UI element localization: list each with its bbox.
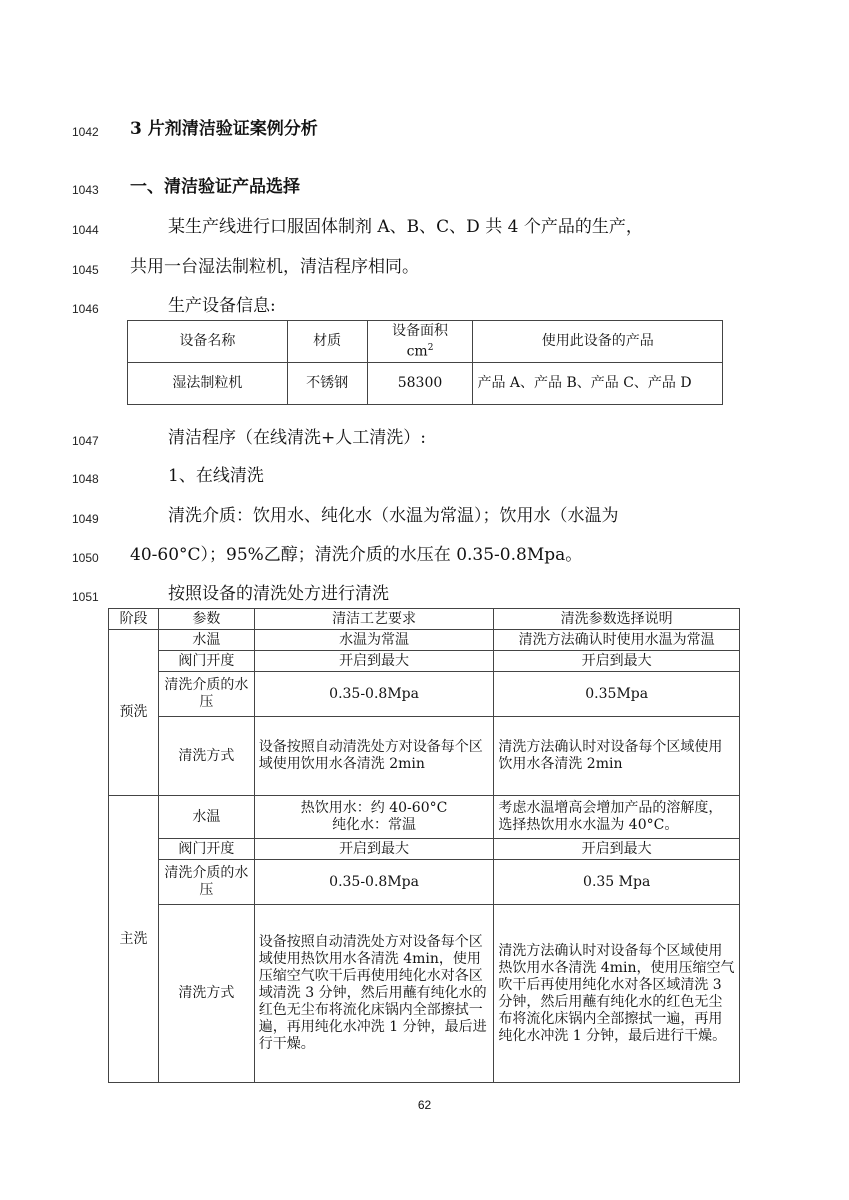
line-number: 1049 bbox=[72, 512, 99, 526]
line-number: 1051 bbox=[72, 590, 99, 604]
line-number: 1047 bbox=[72, 434, 99, 448]
paragraph-line: 清洗介质：饮用水、纯化水（水温为常温）；饮用水（水温为 bbox=[168, 506, 619, 526]
table-cell: 开启到最大 bbox=[254, 651, 494, 672]
header-cell: 设备面积 $cm^2$ bbox=[367, 321, 473, 363]
line-number: 1050 bbox=[72, 551, 99, 565]
header-cell: 使用此设备的产品 bbox=[473, 321, 723, 363]
header-cell: 设备名称 bbox=[128, 321, 288, 363]
table-cell: 水温为常温 bbox=[254, 630, 494, 651]
param-cell: 清洗方式 bbox=[158, 717, 254, 796]
param-cell: 清洗方式 bbox=[158, 905, 254, 1083]
line-number: 1043 bbox=[72, 183, 99, 197]
table-cell: 开启到最大 bbox=[494, 839, 740, 860]
subsection-title: 一、清洁验证产品选择 bbox=[130, 177, 300, 197]
paragraph-line: 某生产线进行口服固体制剂 A、B、C、D 共 4 个产品的生产， bbox=[168, 217, 643, 237]
table-cell: 热饮用水：约 40-60°C 纯化水：常温 bbox=[254, 796, 494, 839]
table-cell: 清洗方法确认时对设备每个区域使用热饮用水各清洗 4min，使用压缩空气吹干后再使用纯化水对各区域清洗 3 分钟，然后用蘸有纯化水的红色无尘布将流化床锅内全部擦拭一遍，再用纯化水冲洗 1 分钟，最后进行干燥。 bbox=[494, 905, 740, 1083]
paragraph-line: 共用一台湿法制粒机，清洁程序相同。 bbox=[130, 257, 419, 277]
header-cell: 清洁工艺要求 bbox=[254, 609, 494, 630]
table-cell: 开启到最大 bbox=[494, 651, 740, 672]
param-cell: 阀门开度 bbox=[158, 651, 254, 672]
header-cell: 清洗参数选择说明 bbox=[494, 609, 740, 630]
param-cell: 水温 bbox=[158, 630, 254, 651]
section-title: 3 片剂清洁验证案例分析 bbox=[130, 119, 318, 139]
table-cell: 设备按照自动清洗处方对设备每个区域使用热饮用水各清洗 4min，使用压缩空气吹干后再使用纯化水对各区域清洗 3 分钟，然后用蘸有纯化水的红色无尘布将流化床锅内全部擦拭一遍，再用纯化水冲洗 1 分钟，最后进行干燥。 bbox=[254, 905, 494, 1083]
cleaning-process-table bbox=[108, 608, 740, 1083]
table-cell: 考虑水温增高会增加产品的溶解度，选择热饮用水水温为 40°C。 bbox=[494, 796, 740, 839]
paragraph-line: 40-60°C）；95%乙醇；清洗介质的水压在 0.35-0.8Mpa。 bbox=[130, 545, 583, 565]
param-cell: 清洗介质的水压 bbox=[158, 672, 254, 717]
table-cell: 不锈钢 bbox=[287, 363, 367, 405]
equipment-table bbox=[127, 320, 723, 405]
stage-cell: 主洗 bbox=[109, 796, 159, 1083]
table-cell: 0.35 Mpa bbox=[494, 860, 740, 905]
paragraph-line: 1、在线清洗 bbox=[168, 466, 264, 486]
line-number: 1046 bbox=[72, 302, 99, 316]
table-cell: 0.35-0.8Mpa bbox=[254, 860, 494, 905]
paragraph-line: 按照设备的清洗处方进行清洗 bbox=[168, 584, 389, 604]
table-cell: 0.35Mpa bbox=[494, 672, 740, 717]
table-cell: 58300 bbox=[367, 363, 473, 405]
stage-cell: 预洗 bbox=[109, 630, 159, 796]
header-cell: 参数 bbox=[158, 609, 254, 630]
table-cell: 清洗方法确认时使用水温为常温 bbox=[494, 630, 740, 651]
paragraph-line: 生产设备信息: bbox=[168, 296, 276, 316]
header-cell: 材质 bbox=[287, 321, 367, 363]
line-number: 1048 bbox=[72, 472, 99, 486]
header-cell: 阶段 bbox=[109, 609, 159, 630]
line-number: 1045 bbox=[72, 263, 99, 277]
table-cell: 产品 A、产品 B、产品 C、产品 D bbox=[473, 363, 723, 405]
line-number: 1042 bbox=[72, 125, 99, 139]
paragraph-line: 清洁程序（在线清洗+人工清洗）: bbox=[168, 428, 426, 448]
table-cell: 0.35-0.8Mpa bbox=[254, 672, 494, 717]
table-cell: 开启到最大 bbox=[254, 839, 494, 860]
table-cell: 湿法制粒机 bbox=[128, 363, 288, 405]
param-cell: 清洗介质的水压 bbox=[158, 860, 254, 905]
param-cell: 水温 bbox=[158, 796, 254, 839]
line-number: 1044 bbox=[72, 223, 99, 237]
param-cell: 阀门开度 bbox=[158, 839, 254, 860]
page-number: 62 bbox=[417, 1098, 432, 1112]
table-cell: 清洗方法确认时对设备每个区域使用饮用水各清洗 2min bbox=[494, 717, 740, 796]
table-cell: 设备按照自动清洗处方对设备每个区域使用饮用水各清洗 2min bbox=[254, 717, 494, 796]
